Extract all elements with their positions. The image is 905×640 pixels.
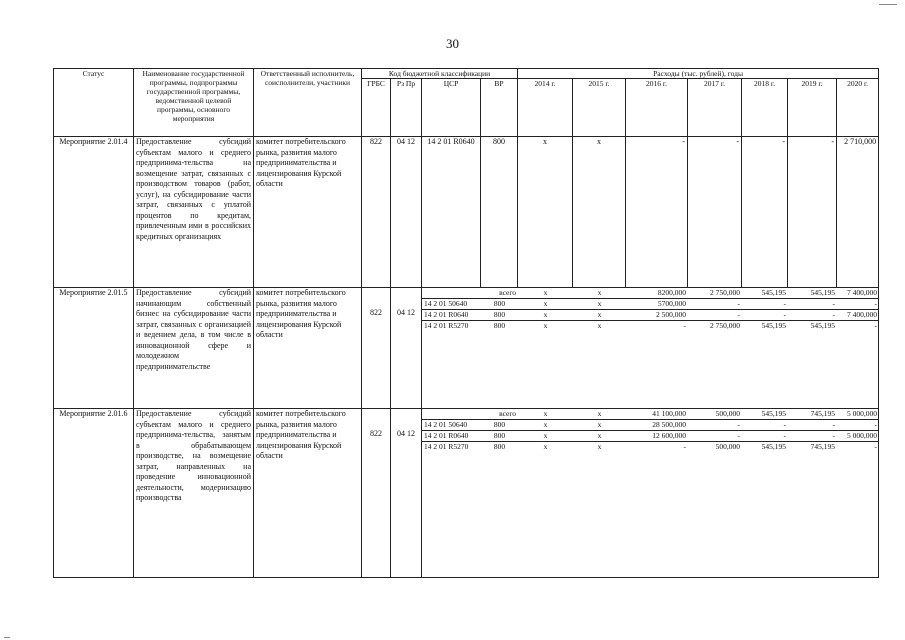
header-responsible: Ответственный исполнитель, соисполнители, участники (254, 69, 362, 137)
edge-mark (4, 637, 10, 638)
row-y2014: x (518, 137, 573, 288)
line-row (422, 288, 879, 299)
header-budget-code: Код бюджетной классификации (362, 69, 518, 79)
header-year-2016: 2016 г. (626, 79, 688, 137)
line-csr: 14 2 01 50640 (422, 299, 481, 310)
line-y2014: x (518, 409, 573, 420)
line-csr: 14 2 01 R5270 (424, 442, 469, 451)
line-y2019: - (788, 431, 837, 442)
line-y2015: x (573, 288, 626, 299)
line-y2016: 28 500,000 (626, 420, 688, 431)
line-y2015: x (573, 431, 626, 442)
header-year-2017: 2017 г. (688, 79, 742, 137)
line-y2016: - (683, 442, 686, 451)
row-csr: 14 2 01 R0640 (422, 137, 481, 288)
row-y2018: - (742, 137, 788, 288)
line-y2016: 2 500,000 (626, 310, 688, 321)
header-year-2015: 2015 г. (573, 79, 626, 137)
line-y2018: - (742, 420, 788, 431)
line-y2015: x (573, 310, 626, 321)
line-y2020: 5 000,000 (837, 409, 879, 420)
header-vr: ВР (481, 79, 518, 137)
header-year-2019: 2019 г. (788, 79, 837, 137)
line-row (422, 321, 879, 332)
line-y2014: x (518, 299, 573, 310)
table-row (54, 409, 879, 578)
row-responsible: комитет потребительского рынка, развития малого предпринимательства и лицензирования Курской области (254, 137, 362, 288)
line-y2014: x (518, 310, 573, 321)
line-row (422, 442, 879, 453)
table-row (54, 137, 879, 288)
line-csr: 14 2 01 50640 (422, 420, 481, 431)
row-lines (422, 409, 879, 578)
line-y2016: 12 600,000 (626, 431, 688, 442)
line-y2017: 500,000 (688, 409, 742, 420)
row-rzpr: 04 12 (391, 288, 422, 409)
line-y2020: - (837, 299, 879, 310)
line-csr: 14 2 01 R0640 (422, 310, 481, 321)
line-y2018: - (742, 431, 788, 442)
line-y2020: - (874, 442, 877, 451)
line-y2015: x (573, 409, 626, 420)
line-y2017: 2 750,000 (710, 321, 740, 330)
line-row (422, 420, 879, 431)
row-lines (422, 288, 879, 409)
line-y2014: x (543, 442, 548, 451)
line-y2020: - (874, 321, 877, 330)
header-csr: ЦСР (422, 79, 481, 137)
line-row (422, 431, 879, 442)
line-y2019: 545,195 (810, 321, 835, 330)
line-y2018: 545,195 (742, 409, 788, 420)
line-csr (422, 409, 481, 420)
line-row (422, 299, 879, 310)
line-y2018: 545,195 (761, 321, 786, 330)
header-name: Наименование государственной программы, подпрограммы государственной программы, ведомственной целевой программы, основного мероприятия (134, 69, 254, 137)
line-y2019: - (788, 420, 837, 431)
line-y2016: 5700,000 (626, 299, 688, 310)
line-y2017: - (688, 299, 742, 310)
line-row (422, 310, 879, 321)
line-y2019: - (788, 299, 837, 310)
header-expenses: Расходы (тыс. рублей), годы (518, 69, 879, 79)
line-csr (422, 288, 481, 299)
line-vr: 800 (481, 299, 518, 310)
row-rzpr: 04 12 (391, 409, 422, 578)
line-y2015: x (597, 442, 602, 451)
line-y2019: 745,195 (810, 442, 835, 451)
row-responsible: комитет потребительского рынка, развития малого предпринимательства и лицензирования Курской области (254, 409, 362, 578)
line-y2018: - (742, 299, 788, 310)
line-y2020: 7 400,000 (837, 310, 879, 321)
line-y2018: 545,195 (742, 288, 788, 299)
line-vr: 800 (481, 431, 518, 442)
line-y2014: x (518, 431, 573, 442)
line-vr: всего (481, 288, 518, 299)
row-y2016: - (626, 137, 688, 288)
header-rzpr: Рз Пр (391, 79, 422, 137)
header-year-2014: 2014 г. (518, 79, 573, 137)
row-rzpr: 04 12 (391, 137, 422, 288)
line-y2018: - (742, 310, 788, 321)
page-number: 30 (446, 36, 459, 51)
line-y2014: x (518, 420, 573, 431)
line-vr: 800 (481, 310, 518, 321)
header-grbs: ГРБС (362, 79, 391, 137)
row-status: Мероприятие 2.01.6 (54, 409, 134, 578)
row-status: Мероприятие 2.01.5 (54, 288, 134, 409)
line-y2015: x (597, 321, 602, 330)
table-row (54, 288, 879, 409)
line-y2016: 41 100,000 (626, 409, 688, 420)
line-y2017: - (688, 420, 742, 431)
header-year-2020: 2020 г. (837, 79, 879, 137)
line-y2015: x (573, 299, 626, 310)
row-grbs: 822 (362, 137, 391, 288)
line-y2017: 2 750,000 (688, 288, 742, 299)
line-y2017: 500,000 (715, 442, 740, 451)
line-y2014: x (518, 288, 573, 299)
line-y2016: - (683, 321, 686, 330)
line-y2015: x (573, 420, 626, 431)
line-csr: 14 2 01 R0640 (422, 431, 481, 442)
line-y2014: x (543, 321, 548, 330)
row-name: Предоставление субсидий начинающим собственный бизнес на субсидирование части затрат, связанных с организацией и ведением дела, в том числе в инновационной сфере и молодежном предпринимательстве (134, 288, 254, 409)
budget-table (53, 68, 879, 578)
row-name: Предоставление субсидий субъектам малого и среднего предпринима-тельства на возмещение затрат, связанных с производством товаров (работ, услуг), на субсидирование части затрат, связанных с уплатой процентов по кредитам, привлеченным ими в российских кредитных организациях (134, 137, 254, 288)
header-status: Статус (54, 69, 134, 137)
line-vr: 800 (493, 321, 506, 330)
line-y2019: - (788, 310, 837, 321)
line-csr: 14 2 01 R5270 (424, 321, 469, 330)
line-y2017: - (688, 431, 742, 442)
line-y2018: 545,195 (761, 442, 786, 451)
row-y2015: x (573, 137, 626, 288)
line-y2020: - (837, 420, 879, 431)
row-y2020: 2 710,000 (837, 137, 879, 288)
line-y2017: - (688, 310, 742, 321)
row-grbs: 822 (362, 409, 391, 578)
line-vr: 800 (493, 442, 506, 451)
line-y2019: 745,195 (788, 409, 837, 420)
row-vr: 800 (481, 137, 518, 288)
row-name: Предоставление субсидий субъектам малого и среднего предпринима-тельства, занятым в обрабатывающем производстве, на возмещение затрат, направленных на проведение инновационной деятельности, модернизацию производства (134, 409, 254, 578)
line-vr: 800 (481, 420, 518, 431)
row-grbs: 822 (362, 288, 391, 409)
row-responsible: комитет потребительского рынка, развития малого предпринимательства и лицензирования Курской области (254, 288, 362, 409)
row-y2019: - (788, 137, 837, 288)
line-y2016: 8200,000 (626, 288, 688, 299)
line-y2020: 5 000,000 (837, 431, 879, 442)
corner-mark (879, 4, 897, 5)
header-year-2018: 2018 г. (742, 79, 788, 137)
row-status: Мероприятие 2.01.4 (54, 137, 134, 288)
line-vr: всего (481, 409, 518, 420)
row-y2017: - (688, 137, 742, 288)
line-row (422, 409, 879, 420)
line-y2020: 7 400,000 (837, 288, 879, 299)
line-y2019: 545,195 (788, 288, 837, 299)
